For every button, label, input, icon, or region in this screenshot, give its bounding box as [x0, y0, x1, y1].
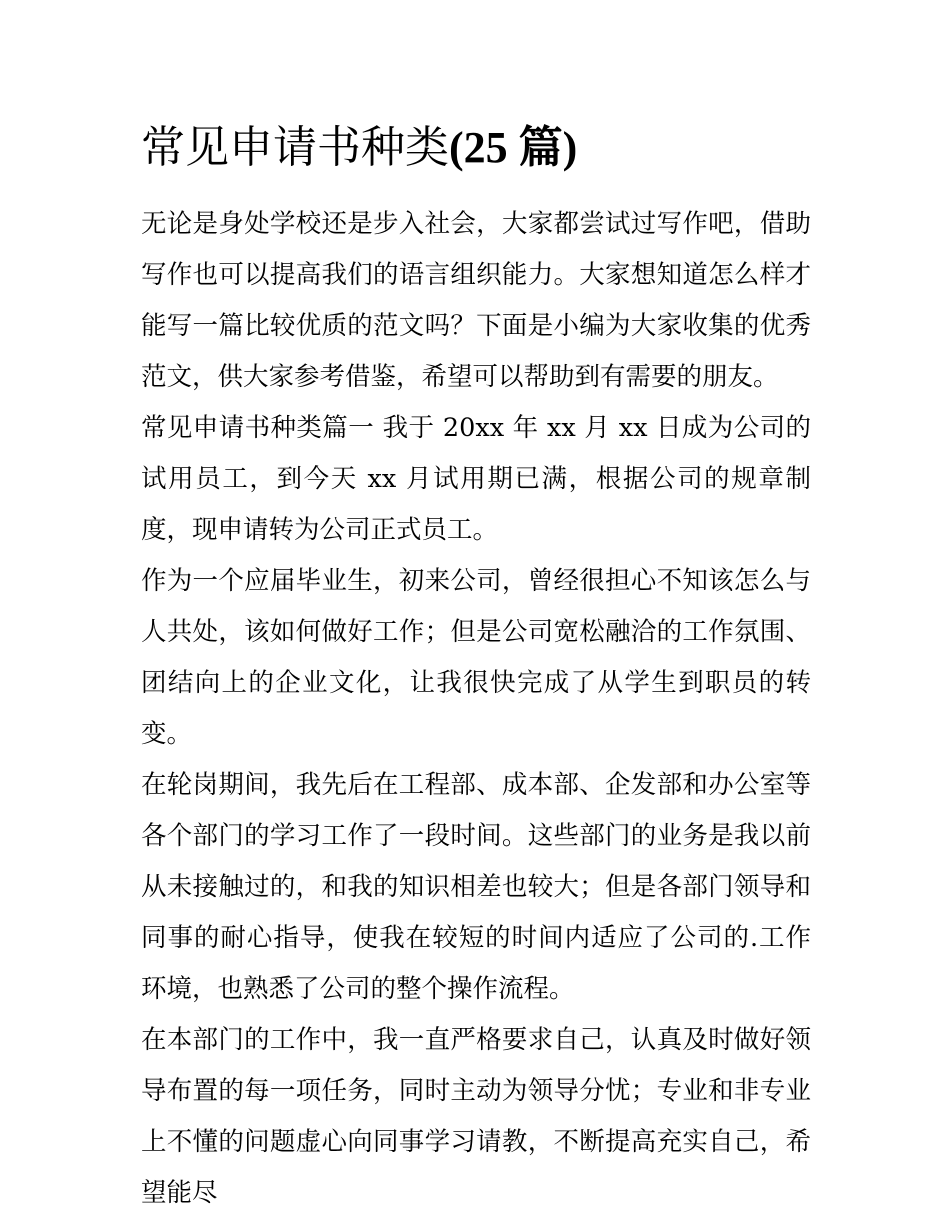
- document-title-text: 常见申请书种类: [141, 122, 449, 173]
- document-title: [141, 118, 577, 178]
- document-title-count: (25 篇): [449, 123, 578, 172]
- paragraph-4: 在本部门的工作中，我一直严格要求自己，认真及时做好领导布置的每一项任务，同时主动为领导分忧；专业和非专业上不懂的问题虚心向同事学习请教，不断提高充实自己，希望能尽: [141, 1025, 811, 1208]
- paragraph-intro: 无论是身处学校还是步入社会，大家都尝试过写作吧，借助写作也可以提高我们的语言组织能力。大家想知道怎么样才能写一篇比较优质的范文吗？下面是小编为大家收集的优秀范文，供大家参考借鉴，希望可以帮助到有需要的朋友。: [141, 209, 811, 392]
- paragraph-2: 作为一个应届毕业生，初来公司，曾经很担心不知该怎么与人共处，该如何做好工作；但是公司宽松融洽的工作氛围、团结向上的企业文化，让我很快完成了从学生到职员的转变。: [141, 566, 811, 749]
- paragraph-1: 常见申请书种类篇一 我于 20xx 年 xx 月 xx 日成为公司的试用员工，到今天 xx 月试用期已满，根据公司的规章制度，现申请转为公司正式员工。: [141, 413, 811, 545]
- paragraph-3: 在轮岗期间，我先后在工程部、成本部、企发部和办公室等各个部门的学习工作了一段时间。这些部门的业务是我以前从未接触过的，和我的知识相差也较大；但是各部门领导和同事的耐心指导，使我在较短的时间内适应了公司的.工作环境，也熟悉了公司的整个操作流程。: [141, 770, 811, 1004]
- document-body: [141, 199, 811, 1219]
